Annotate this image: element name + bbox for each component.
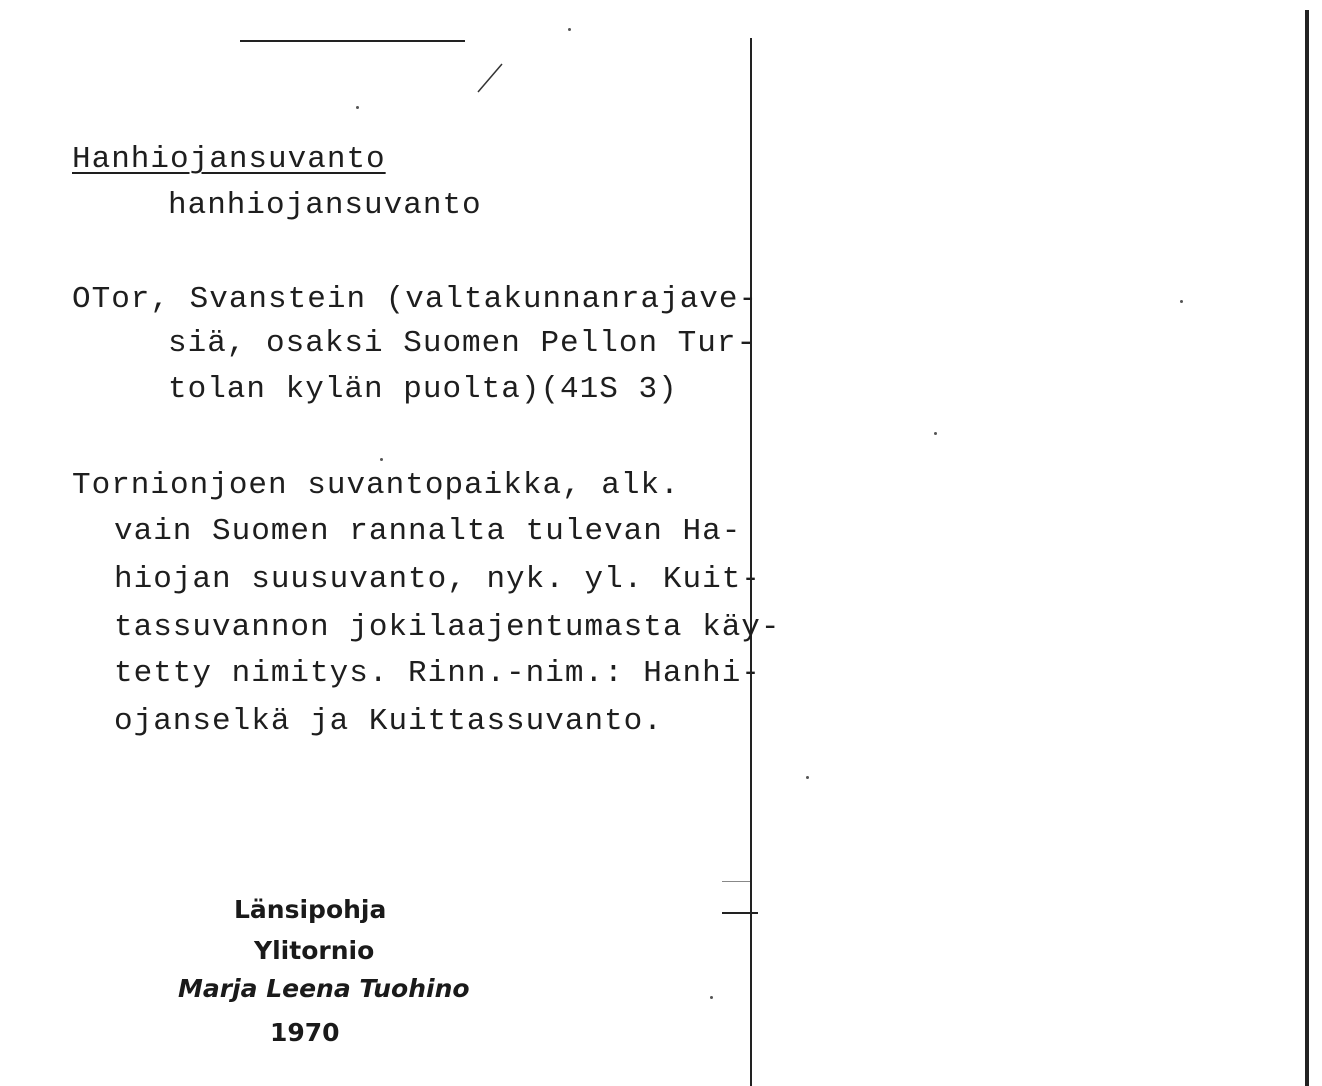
description-line: hiojan suusuvanto, nyk. yl. Kuit- — [114, 562, 761, 597]
top-rule — [240, 40, 465, 42]
description-line: ojanselkä ja Kuittassuvanto. — [114, 704, 663, 739]
description-line: tassuvannon jokilaajentumasta käy- — [114, 610, 781, 645]
stamp-year: 1970 — [270, 1018, 340, 1047]
speck — [356, 106, 359, 109]
description-line: vain Suomen rannalta tulevan Ha- — [114, 514, 742, 549]
slash-mark — [470, 60, 510, 100]
speck — [710, 996, 713, 999]
description-line: Tornionjoen suvantopaikka, alk. — [72, 468, 680, 503]
source-line: OTor, Svanstein (valtakunnanrajave- — [72, 282, 759, 317]
stamp-parish: Ylitornio — [254, 936, 375, 965]
stamp-region: Länsipohja — [234, 895, 387, 924]
speck — [806, 776, 809, 779]
stamp-collector: Marja Leena Tuohino — [178, 974, 470, 1003]
description-line: tetty nimitys. Rinn.-nim.: Hanhi- — [114, 656, 761, 691]
source-line: siä, osaksi Suomen Pellon Tur- — [168, 326, 757, 361]
pronunciation: hanhiojansuvanto — [168, 188, 482, 223]
speck — [568, 28, 571, 31]
divider-tick — [722, 881, 750, 882]
speck — [934, 432, 937, 435]
right-edge-line — [1305, 10, 1309, 1086]
headword: Hanhiojansuvanto — [72, 142, 386, 177]
divider-tick — [722, 912, 758, 914]
source-line: tolan kylän puolta)(41S 3) — [168, 372, 678, 407]
speck — [380, 458, 383, 461]
speck — [1180, 300, 1183, 303]
